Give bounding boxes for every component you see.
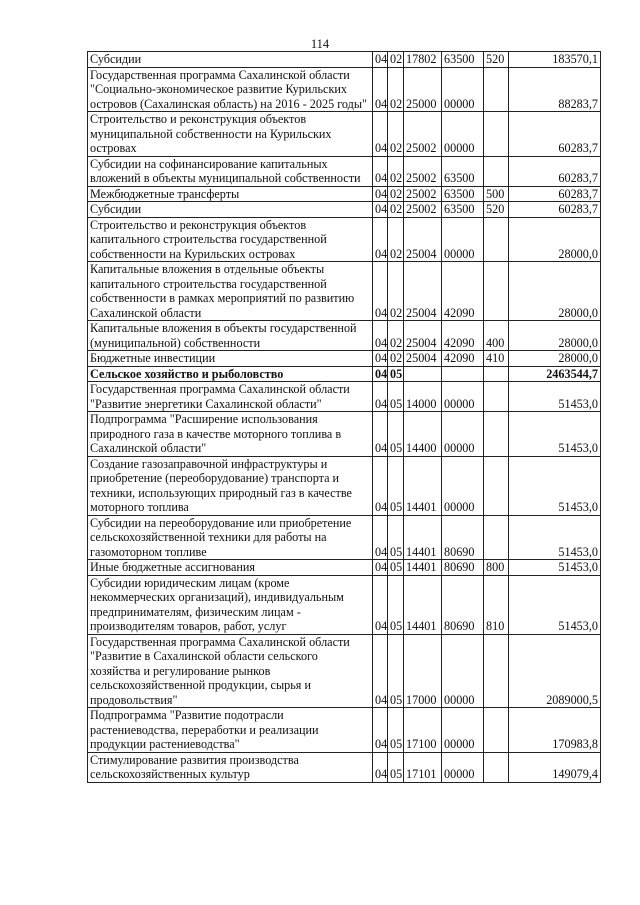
subsection-code: 02 [388,202,404,218]
row-name: Строительство и реконструкция объектов муниципальной собственности на Курильских островах [88,112,373,157]
section-code: 04 [373,752,388,782]
amount: 51453,0 [509,382,601,412]
target-article-code-1: 17802 [404,52,442,68]
table-row [88,202,601,218]
subsection-code: 02 [388,217,404,262]
target-article-code-2 [442,366,484,382]
amount: 51453,0 [509,515,601,560]
target-article-code-1: 25004 [404,351,442,367]
target-article-code-2: 00000 [442,67,484,112]
target-article-code-1: 25000 [404,67,442,112]
target-article-code-1: 25002 [404,112,442,157]
table-row [88,752,601,782]
amount: 60283,7 [509,186,601,202]
target-article-code-2: 80690 [442,560,484,576]
row-name: Капитальные вложения в отдельные объекты капитального строительства государственной собственности в рамках мероприятий по развитию Сахалинской области [88,262,373,321]
subsection-code: 02 [388,262,404,321]
target-article-code-2: 00000 [442,217,484,262]
amount: 28000,0 [509,351,601,367]
target-article-code-2: 00000 [442,382,484,412]
subsection-code: 02 [388,112,404,157]
amount: 28000,0 [509,217,601,262]
amount: 149079,4 [509,752,601,782]
subsection-code: 05 [388,412,404,457]
amount: 183570,1 [509,52,601,68]
target-article-code-2: 00000 [442,112,484,157]
row-name: Бюджетные инвестиции [88,351,373,367]
row-name: Субсидии [88,202,373,218]
table-row [88,112,601,157]
expense-type-code: 520 [484,52,509,68]
table-row [88,262,601,321]
budget-table-body [88,52,601,783]
row-name: Государственная программа Сахалинской области "Развитие в Сахалинской области сельского хозяйства и регулирование рынков сельскохозяйственной продукции, сырья и продовольствия" [88,634,373,708]
target-article-code-1: 17100 [404,708,442,753]
target-article-code-1: 25002 [404,202,442,218]
page-number: 114 [310,37,330,51]
subsection-code: 02 [388,186,404,202]
expense-type-code: 520 [484,202,509,218]
expense-type-code [484,262,509,321]
subsection-code: 05 [388,382,404,412]
subsection-code: 05 [388,708,404,753]
section-code: 04 [373,186,388,202]
section-code: 04 [373,456,388,515]
expense-type-code [484,382,509,412]
target-article-code-2: 42090 [442,351,484,367]
amount: 170983,8 [509,708,601,753]
section-code: 04 [373,366,388,382]
table-row [88,382,601,412]
row-name: Создание газозаправочной инфраструктуры и приобретение (переоборудование) транспорта и техники, использующих природный газ в качестве моторного топлива [88,456,373,515]
target-article-code-1: 25004 [404,217,442,262]
target-article-code-2: 00000 [442,708,484,753]
target-article-code-2: 00000 [442,412,484,457]
row-name: Субсидии юридическим лицам (кроме некоммерческих организаций), индивидуальным предпринимателям, физическим лицам - производителям товаров, работ, услуг [88,575,373,634]
subsection-code: 02 [388,67,404,112]
subsection-code: 02 [388,351,404,367]
section-code: 04 [373,634,388,708]
target-article-code-2: 80690 [442,575,484,634]
target-article-code-1: 17000 [404,634,442,708]
row-name: Иные бюджетные ассигнования [88,560,373,576]
subsection-code: 05 [388,515,404,560]
amount: 51453,0 [509,560,601,576]
target-article-code-1: 14401 [404,560,442,576]
target-article-code-1: 14401 [404,575,442,634]
expense-type-code [484,217,509,262]
amount: 2463544,7 [509,366,601,382]
section-code: 04 [373,112,388,157]
expense-type-code [484,112,509,157]
expense-type-code [484,708,509,753]
expense-type-code [484,366,509,382]
target-article-code-1: 14401 [404,456,442,515]
row-name: Стимулирование развития производства сельскохозяйственных культур [88,752,373,782]
expense-type-code: 810 [484,575,509,634]
target-article-code-2: 00000 [442,752,484,782]
target-article-code-2: 42090 [442,262,484,321]
expense-type-code: 500 [484,186,509,202]
section-code: 04 [373,262,388,321]
subsection-code: 05 [388,366,404,382]
subsection-code: 05 [388,634,404,708]
table-row [88,366,601,382]
target-article-code-1 [404,366,442,382]
section-code: 04 [373,382,388,412]
subsection-code: 02 [388,156,404,186]
table-row [88,351,601,367]
section-code: 04 [373,321,388,351]
subsection-code: 05 [388,575,404,634]
row-name: Капитальные вложения в объекты государственной (муниципальной) собственности [88,321,373,351]
row-name: Государственная программа Сахалинской области "Развитие энергетики Сахалинской области" [88,382,373,412]
target-article-code-1: 25002 [404,156,442,186]
expense-type-code [484,456,509,515]
row-name: Государственная программа Сахалинской области "Социально-экономическое развитие Курильских островов (Сахалинская область) на 2016 - 2025 годы" [88,67,373,112]
target-article-code-2: 00000 [442,456,484,515]
target-article-code-2: 42090 [442,321,484,351]
subsection-code: 02 [388,321,404,351]
amount: 28000,0 [509,262,601,321]
target-article-code-1: 17101 [404,752,442,782]
table-row [88,67,601,112]
subsection-code: 05 [388,560,404,576]
table-row [88,575,601,634]
expense-type-code: 400 [484,321,509,351]
amount: 2089000,5 [509,634,601,708]
target-article-code-2: 00000 [442,634,484,708]
section-code: 04 [373,217,388,262]
target-article-code-1: 25002 [404,186,442,202]
table-row [88,321,601,351]
section-code: 04 [373,575,388,634]
section-code: 04 [373,412,388,457]
amount: 60283,7 [509,156,601,186]
row-name: Строительство и реконструкция объектов капитального строительства государственной собственности на Курильских островах [88,217,373,262]
expense-type-code [484,752,509,782]
amount: 51453,0 [509,412,601,457]
amount: 60283,7 [509,202,601,218]
target-article-code-2: 63500 [442,52,484,68]
section-code: 04 [373,560,388,576]
table-row [88,156,601,186]
target-article-code-1: 14401 [404,515,442,560]
target-article-code-1: 25004 [404,262,442,321]
row-name: Подпрограмма "Расширение использования природного газа в качестве моторного топлива в Сахалинской области" [88,412,373,457]
amount: 60283,7 [509,112,601,157]
section-code: 04 [373,156,388,186]
target-article-code-2: 63500 [442,156,484,186]
table-row [88,412,601,457]
section-code: 04 [373,351,388,367]
section-code: 04 [373,52,388,68]
subsection-code: 02 [388,52,404,68]
section-code: 04 [373,708,388,753]
budget-table [87,51,601,783]
target-article-code-1: 14400 [404,412,442,457]
table-row [88,456,601,515]
row-name: Субсидии на софинансирование капитальных вложений в объекты муниципальной собственности [88,156,373,186]
amount: 51453,0 [509,456,601,515]
table-row [88,186,601,202]
target-article-code-2: 80690 [442,515,484,560]
amount: 28000,0 [509,321,601,351]
row-name: Субсидии на переоборудование или приобретение сельскохозяйственной техники для работы на газомоторном топливе [88,515,373,560]
table-row [88,52,601,68]
expense-type-code [484,156,509,186]
table-row [88,560,601,576]
expense-type-code [484,412,509,457]
table-row [88,217,601,262]
table-row [88,634,601,708]
section-code: 04 [373,67,388,112]
section-code: 04 [373,515,388,560]
row-name: Межбюджетные трансферты [88,186,373,202]
target-article-code-1: 14000 [404,382,442,412]
expense-type-code [484,515,509,560]
target-article-code-2: 63500 [442,202,484,218]
row-name: Субсидии [88,52,373,68]
expense-type-code [484,67,509,112]
target-article-code-2: 63500 [442,186,484,202]
table-row [88,708,601,753]
subsection-code: 05 [388,456,404,515]
row-name: Сельское хозяйство и рыболовство [88,366,373,382]
target-article-code-1: 25004 [404,321,442,351]
expense-type-code [484,634,509,708]
amount: 51453,0 [509,575,601,634]
subsection-code: 05 [388,752,404,782]
amount: 88283,7 [509,67,601,112]
expense-type-code: 410 [484,351,509,367]
section-code: 04 [373,202,388,218]
row-name: Подпрограмма "Развитие подотрасли растениеводства, переработки и реализации продукции растениеводства" [88,708,373,753]
expense-type-code: 800 [484,560,509,576]
table-row [88,515,601,560]
